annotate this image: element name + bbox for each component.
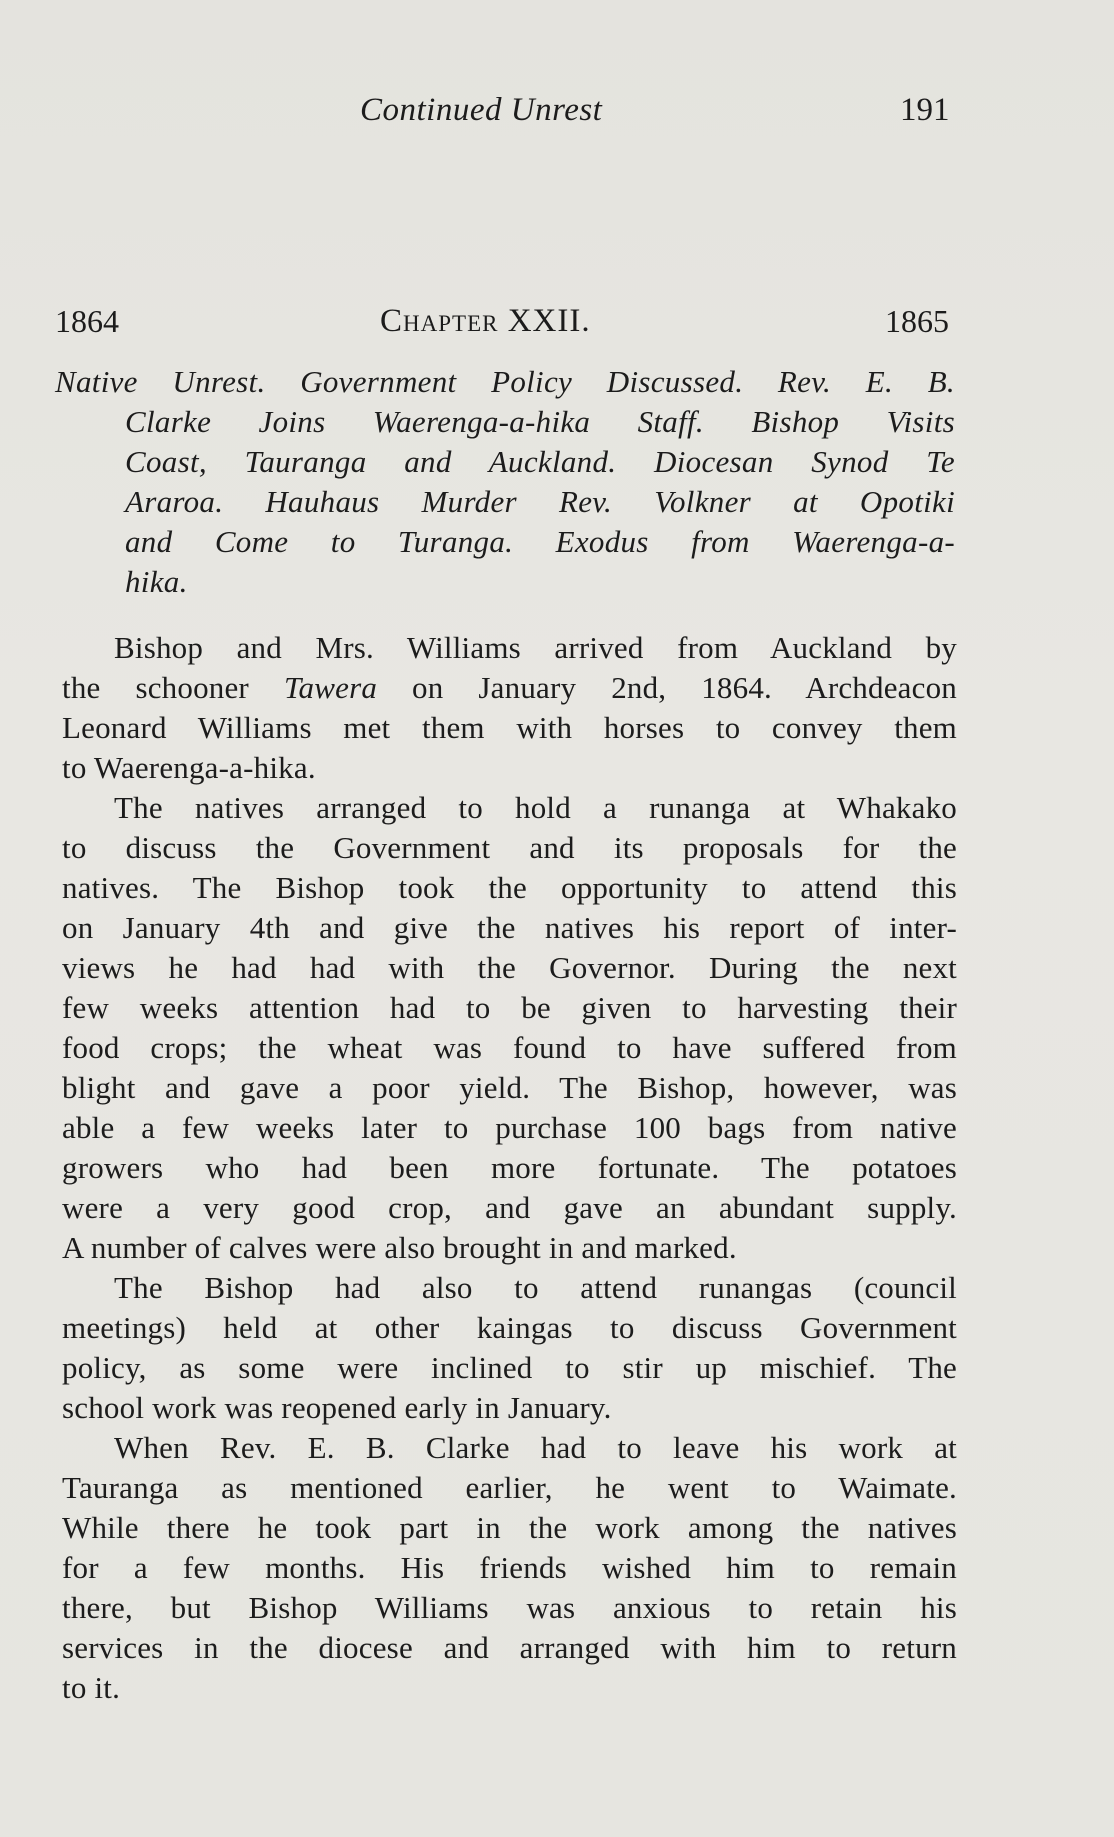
synopsis-line: Clarke Joins Waerenga-a-hika Staff. Bishop Visits — [125, 404, 955, 439]
text-line — [62, 1428, 957, 1468]
text-line — [62, 628, 957, 668]
text-line — [62, 1628, 957, 1668]
text-line — [62, 1588, 957, 1628]
text-segment: services in the diocese and arranged with him to return — [62, 1630, 957, 1665]
text-line — [62, 948, 957, 988]
text-segment: meetings) held at other kaingas to discuss Government — [62, 1310, 957, 1345]
italic-title: Tawera — [283, 670, 378, 705]
text-line — [62, 1388, 957, 1428]
text-line — [62, 828, 957, 868]
synopsis-line: Araroa. Hauhaus Murder Rev. Volkner at Opotiki — [125, 484, 955, 519]
paragraph — [62, 1428, 957, 1708]
text-line — [62, 1028, 957, 1068]
text-line — [62, 1668, 957, 1708]
text-line — [62, 1228, 957, 1268]
text-line — [62, 1468, 957, 1508]
text-segment: on January 4th and give the natives his report of inter- — [62, 910, 957, 945]
chapter-synopsis — [55, 362, 955, 602]
chapter-heading — [0, 303, 1114, 343]
text-line — [62, 1308, 957, 1348]
text-segment: the schooner — [62, 670, 284, 705]
text-segment: The natives arranged to hold a runanga at Whakako — [114, 790, 957, 825]
synopsis-line: Coast, Tauranga and Auckland. Diocesan Synod Te — [125, 444, 955, 479]
chapter-year-start: 1864 — [55, 303, 119, 339]
text-segment: Tauranga as mentioned earlier, he went to Waimate. — [62, 1470, 957, 1505]
text-segment: to it. — [62, 1670, 121, 1705]
text-line — [62, 1548, 957, 1588]
text-line — [62, 748, 957, 788]
text-line — [62, 788, 957, 828]
text-line — [62, 868, 957, 908]
text-line — [62, 1268, 957, 1308]
body-text — [62, 628, 957, 1708]
page-number: 191 — [900, 92, 950, 128]
text-line — [62, 988, 957, 1028]
text-segment: blight and gave a poor yield. The Bishop, however, was — [62, 1070, 957, 1105]
text-segment: few weeks attention had to be given to harvesting their — [62, 990, 957, 1025]
text-segment: school work was reopened early in January. — [62, 1390, 612, 1425]
text-line — [62, 1188, 957, 1228]
paragraph — [62, 628, 957, 788]
text-segment: A number of calves were also brought in and marked. — [62, 1230, 737, 1265]
text-line — [62, 668, 957, 708]
chapter-year-end: 1865 — [885, 303, 949, 339]
text-segment: for a few months. His friends wished him to remain — [62, 1550, 957, 1585]
synopsis-line: hika. — [125, 564, 188, 599]
chapter-title: Chapter XXII. — [380, 303, 591, 339]
text-segment: there, but Bishop Williams was anxious to retain his — [62, 1590, 957, 1625]
text-line — [62, 1108, 957, 1148]
running-head — [0, 92, 1114, 132]
paragraph — [62, 1268, 957, 1428]
text-segment: The Bishop had also to attend runangas (council — [114, 1270, 957, 1305]
text-segment: Bishop and Mrs. Williams arrived from Auckland by — [114, 630, 957, 665]
text-segment: While there he took part in the work among the natives — [62, 1510, 957, 1545]
text-line — [62, 1508, 957, 1548]
synopsis-line: and Come to Turanga. Exodus from Waerenga-a- — [125, 524, 955, 559]
text-segment: to discuss the Government and its proposals for the — [62, 830, 957, 865]
text-line — [62, 1148, 957, 1188]
text-segment: to Waerenga-a-hika. — [62, 750, 316, 785]
text-segment: policy, as some were inclined to stir up mischief. The — [62, 1350, 957, 1385]
text-segment: food crops; the wheat was found to have suffered from — [62, 1030, 957, 1065]
text-segment: on January 2nd, 1864. Archdeacon — [377, 670, 957, 705]
synopsis-line: Native Unrest. Government Policy Discussed. Rev. E. B. — [55, 364, 955, 399]
text-segment: When Rev. E. B. Clarke had to leave his work at — [114, 1430, 957, 1465]
text-segment: views he had had with the Governor. During the next — [62, 950, 957, 985]
running-title: Continued Unrest — [360, 92, 603, 128]
text-segment: growers who had been more fortunate. The potatoes — [62, 1150, 957, 1185]
text-line — [62, 708, 957, 748]
text-line — [62, 1348, 957, 1388]
paragraph — [62, 788, 957, 1268]
text-segment: were a very good crop, and gave an abundant supply. — [62, 1190, 957, 1225]
text-segment: able a few weeks later to purchase 100 bags from native — [62, 1110, 957, 1145]
text-line — [62, 908, 957, 948]
text-segment: Leonard Williams met them with horses to convey them — [62, 710, 957, 745]
text-segment: natives. The Bishop took the opportunity to attend this — [62, 870, 957, 905]
text-line — [62, 1068, 957, 1108]
